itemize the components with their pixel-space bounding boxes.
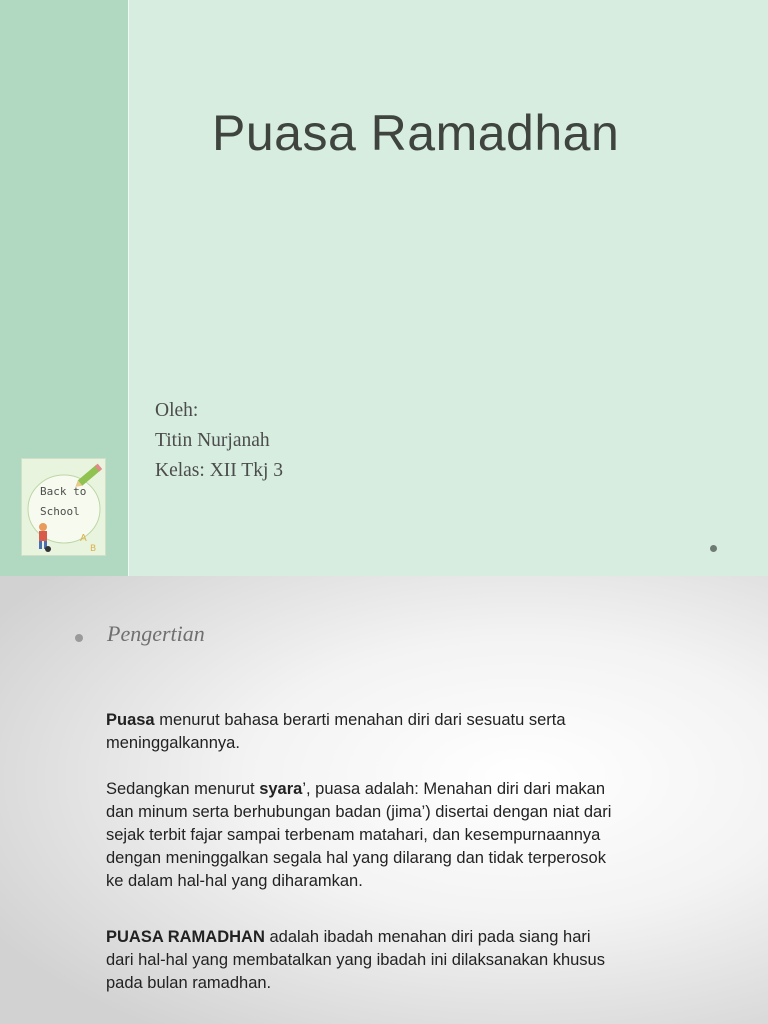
paragraph-puasa-definition — [106, 709, 726, 755]
bullet-icon — [75, 634, 83, 642]
paragraph-1-line-2: meninggalkannya. — [106, 734, 240, 752]
paragraph-2-line-2: dan minum serta berhubungan badan (jima’) disertai dengan niat dari — [106, 803, 612, 821]
paragraph-2-line-4: dengan meninggalkan segala hal yang dilarang dan tidak terperosok — [106, 849, 606, 867]
paragraph-3-line-2: dari hal-hal yang membatalkan yang ibadah ini dilaksanakan khusus — [106, 951, 605, 969]
content-slide — [0, 576, 768, 1024]
slide-title: Puasa Ramadhan — [212, 105, 620, 161]
paragraph-3-line-3: pada bulan ramadhan. — [106, 974, 272, 992]
author-info — [155, 396, 283, 486]
paragraph-3-line-1: adalah ibadah menahan diri pada siang hari — [264, 928, 591, 946]
author-class: Kelas: XII Tkj 3 — [155, 460, 283, 481]
back-to-school-logo — [21, 458, 106, 556]
svg-text:B: B — [90, 544, 97, 554]
slide-dot-decoration — [710, 545, 717, 552]
sidebar-divider — [128, 0, 129, 576]
paragraph-2-line-1: ’, puasa adalah: Menahan diri dari makan — [302, 780, 606, 798]
paragraph-2-line-3: sejak terbit fajar sampai terbenam matahari, dan kesempurnaannya — [106, 826, 601, 844]
logo-text-line1: Back to — [40, 485, 87, 498]
term-syara: syara — [259, 780, 303, 798]
term-puasa-ramadhan: PUASA RAMADHAN — [106, 928, 265, 946]
svg-text:A: A — [80, 533, 87, 544]
paragraph-1-line-1: menurut bahasa berarti menahan diri dari sesuatu serta — [154, 711, 566, 729]
paragraph-syara-definition — [106, 778, 726, 893]
paragraph-2-prefix: Sedangkan menurut — [106, 780, 260, 798]
paragraph-puasa-ramadhan — [106, 926, 726, 995]
logo-text-line2: School — [40, 505, 80, 518]
paragraph-2-line-5: ke dalam hal-hal yang diharamkan. — [106, 872, 363, 890]
author-label: Oleh: — [155, 400, 199, 421]
author-name: Titin Nurjanah — [155, 430, 270, 451]
section-heading: Pengertian — [107, 621, 205, 646]
term-puasa: Puasa — [106, 711, 155, 729]
